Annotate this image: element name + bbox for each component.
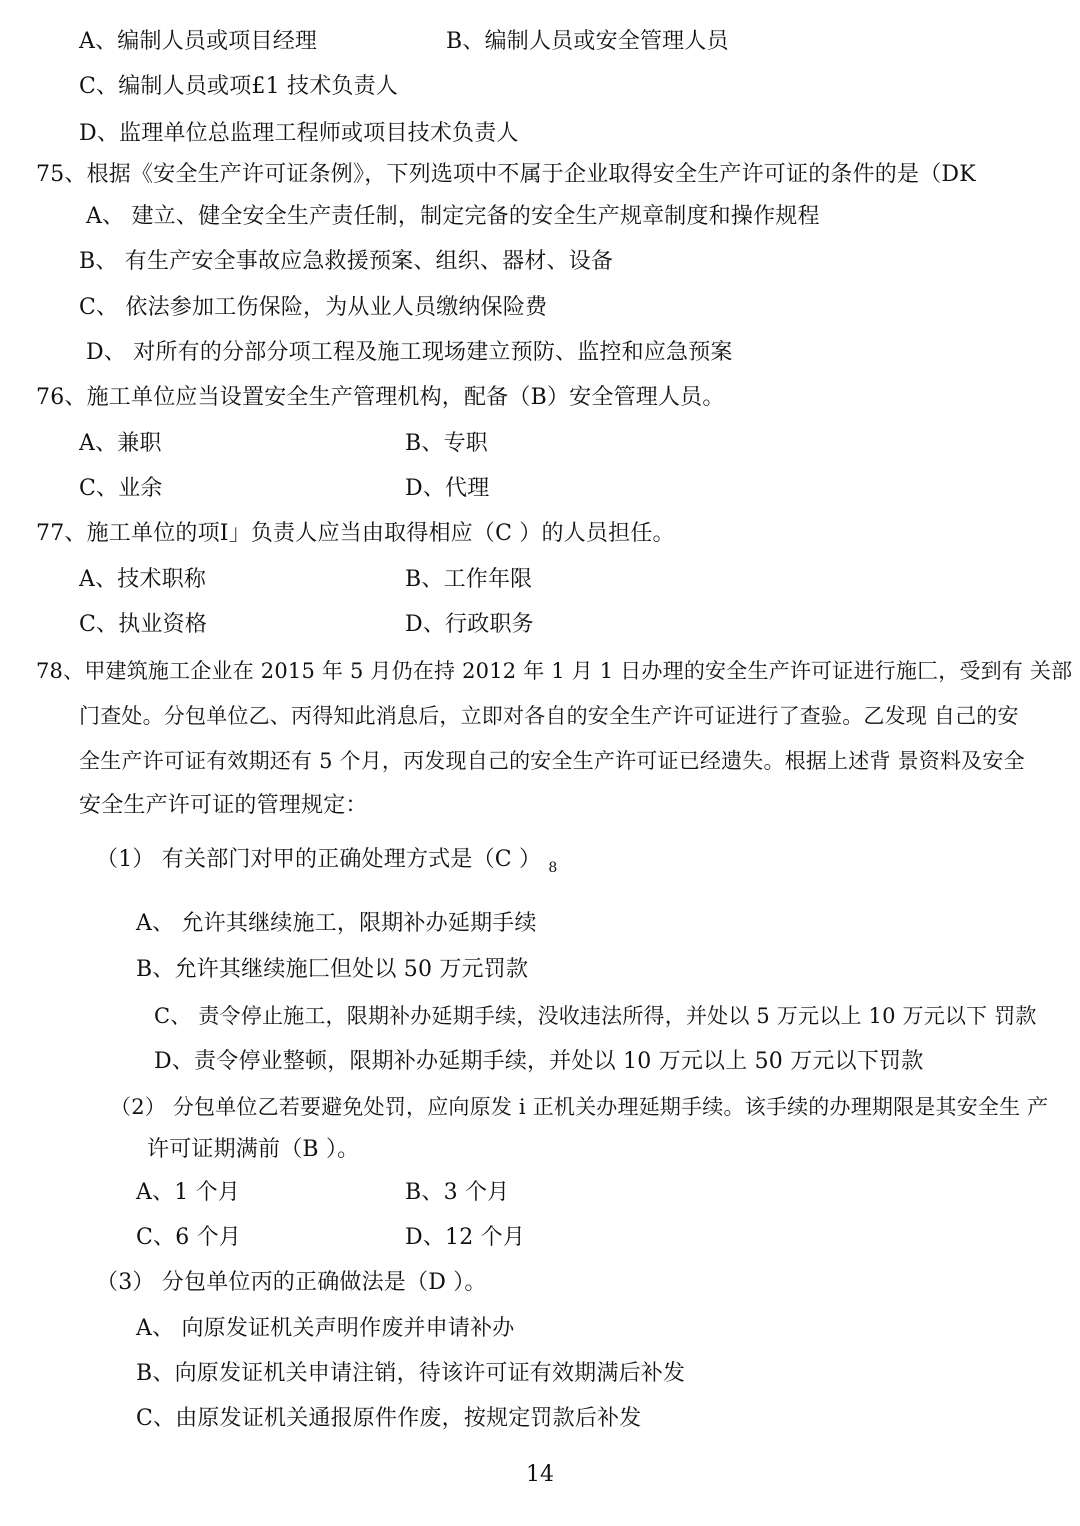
prev-option-b: B、编制人员或安全管理人员 bbox=[446, 29, 729, 54]
q78-stem-line-3: 全生产许可证有效期还有 5 个月，丙发现自己的安全生产许可证已经遗失。根据上述背 景资料及安全 bbox=[79, 749, 1025, 773]
q78-stem-line-4: 安全生产许可证的管理规定： bbox=[79, 793, 368, 818]
q75-option-c: C、 依法参加工伤保险，为从业人员缴纳保险费 bbox=[79, 295, 548, 320]
q75-option-a: A、 建立、健全安全生产责任制，制定完备的安全生产规章制度和操作规程 bbox=[86, 204, 820, 229]
prev-option-a: A、编制人员或项目经理 bbox=[79, 29, 318, 54]
q78-sub2-stem-line-1: （2） 分包单位乙若要避免处罚，应向原发 i 正机关办理延期手续。该手续的办理期限是其安全生 产 bbox=[110, 1095, 1049, 1119]
q76-option-a: A、兼职 bbox=[79, 431, 162, 456]
page-number: 14 bbox=[526, 1462, 554, 1487]
q77-stem: 77、施工单位的项I」负责人应当由取得相应（C ）的人员担任。 bbox=[36, 521, 675, 546]
q78-sub2-option-d: D、12 个月 bbox=[405, 1225, 526, 1250]
q76-option-c: C、业余 bbox=[79, 476, 163, 501]
q78-sub3-option-b: B、向原发证机关申请注销，待该许可证有效期满后补发 bbox=[136, 1361, 686, 1386]
q77-option-a: A、技术职称 bbox=[79, 567, 207, 592]
prev-option-d: D、监理单位总监理工程师或项目技术负责人 bbox=[79, 121, 519, 146]
q78-sub1-stem bbox=[96, 845, 558, 877]
q78-sub1-option-b: B、允许其继续施匚但处以 50 万元罚款 bbox=[136, 957, 529, 982]
q78-sub2-option-c: C、6 个月 bbox=[136, 1225, 242, 1250]
q78-stem-line-1: 78、甲建筑施工企业在 2015 年 5 月仍在持 2012 年 1 月 1 日办理的安全生产许可证进行施匚，受到有 关部 bbox=[36, 659, 1073, 683]
q78-sub1-option-d: D、责令停业整顿，限期补办延期手续，并处以 10 万元以上 50 万元以下罚款 bbox=[154, 1049, 924, 1074]
q77-option-b: B、工作年限 bbox=[405, 567, 533, 592]
q78-sub2-option-b: B、3 个月 bbox=[405, 1180, 510, 1205]
q78-sub2-stem-line-2: 许可证期满前（B ）。 bbox=[147, 1137, 360, 1162]
q75-option-b: B、 有生产安全事故应急救援预案、组织、器材、设备 bbox=[79, 249, 614, 274]
prev-option-c: C、编制人员或项£1 技术负责人 bbox=[79, 74, 399, 99]
q75-stem: 75、根据《安全生产许可证条例》，下列选项中不属于企业取得安全生产许可证的条件的是（DK bbox=[36, 162, 976, 187]
q76-option-b: B、专职 bbox=[405, 431, 488, 456]
q78-sub1-option-a: A、 允许其继续施工，限期补办延期手续 bbox=[136, 911, 537, 936]
q78-sub1-stem-text: （1） 有关部门对甲的正确处理方式是（C ） bbox=[96, 847, 542, 872]
q78-sub3-stem: （3） 分包单位丙的正确做法是（D ）。 bbox=[96, 1270, 487, 1295]
q78-sub3-option-c: C、由原发证机关通报原件作废，按规定罚款后补发 bbox=[136, 1406, 642, 1431]
q77-option-d: D、行政职务 bbox=[405, 612, 534, 637]
q78-sub2-option-a: A、1 个月 bbox=[136, 1180, 241, 1205]
q78-sub1-option-c: C、 责令停止施工，限期补办延期手续，没收违法所得，并处以 5 万元以上 10 万元以下 罚款 bbox=[154, 1004, 1037, 1028]
q76-option-d: D、代理 bbox=[405, 476, 490, 501]
q76-stem: 76、施工单位应当设置安全生产管理机构，配备（B）安全管理人员。 bbox=[36, 385, 725, 410]
q77-option-c: C、执业资格 bbox=[79, 612, 208, 637]
q78-sub1-stem-tail: 8 bbox=[548, 860, 558, 876]
q78-sub3-option-a: A、 向原发证机关声明作废并申请补办 bbox=[136, 1316, 515, 1341]
q78-stem-line-2: 门查处。分包单位乙、丙得知此消息后，立即对各自的安全生产许可证进行了查验。乙发现 自己的安 bbox=[79, 704, 1019, 728]
q75-option-d: D、 对所有的分部分项工程及施工现场建立预防、监控和应急预案 bbox=[86, 340, 733, 365]
